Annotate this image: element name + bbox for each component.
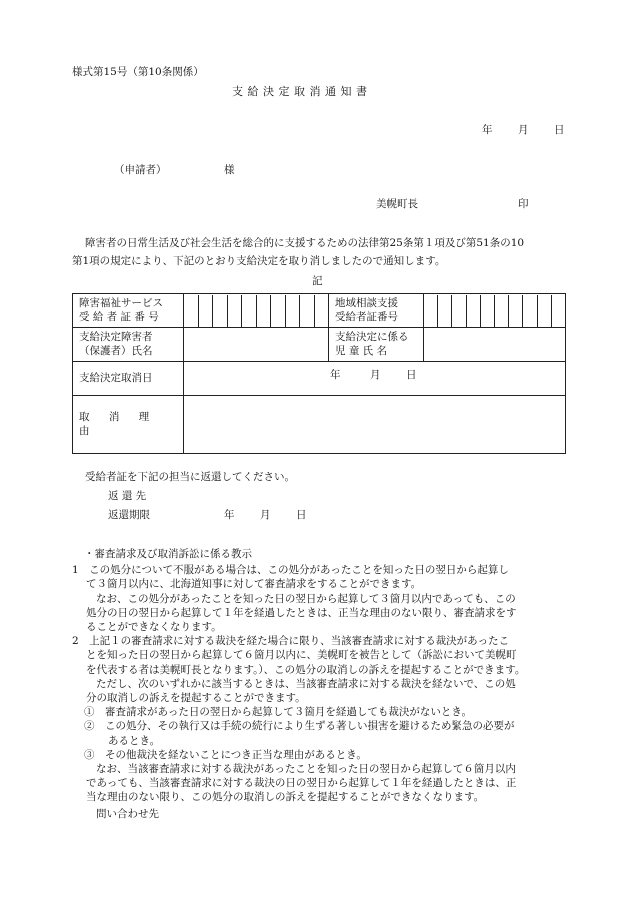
notice-tail-line-2: であっても、当該審査請求に対する裁決の日の翌日から起算して１年を経過したときは、正 bbox=[86, 777, 517, 790]
reason-label: 取 消 理 由 bbox=[73, 396, 184, 454]
cancel-date-label: 支給決定取消日 bbox=[73, 362, 184, 396]
consult-label-line2: 受給者証番号 bbox=[335, 310, 398, 323]
date-day: 日 bbox=[554, 124, 565, 136]
consult-number-label bbox=[329, 294, 424, 328]
child-label-line1: 支給決定に係る bbox=[335, 331, 409, 344]
date-month: 月 bbox=[518, 124, 529, 136]
notice-1-line-2: て３箇月以内に、北海道知事に対して審査請求をすることができます。 bbox=[86, 578, 422, 591]
notice-2-line-1: 2 上記１の審査請求に対する裁決を経た場合に限り、当該審査請求に対する裁決があったこ bbox=[72, 635, 510, 648]
return-deadline-year: 年 bbox=[224, 509, 235, 521]
notice-heading: ・審査請求及び取消訴訟に係る教示 bbox=[84, 548, 252, 560]
notice-item-2-line-1: ② この処分、その執行又は手続の続行により生ずる著しい損害を避けるため緊急の必要が bbox=[84, 720, 515, 733]
child-label-line2: 児 童 氏 名 bbox=[335, 344, 388, 357]
date-year: 年 bbox=[482, 124, 493, 136]
return-deadline-day: 日 bbox=[296, 509, 307, 521]
contact-label: 問い合わせ先 bbox=[96, 808, 159, 820]
person-label-line1: 支給決定障害者 bbox=[79, 331, 153, 344]
return-deadline-month: 月 bbox=[260, 509, 271, 521]
welfare-number-label bbox=[73, 294, 184, 328]
notice-2-line-3: を代表する者は美幌町長となります。）、この処分の取消しの訴えを提起することができます。 bbox=[86, 663, 526, 676]
return-deadline-label: 返還期限 bbox=[108, 509, 150, 521]
cancel-day: 日 bbox=[406, 368, 417, 381]
notice-1-line-5: ることができなくなります。 bbox=[86, 621, 222, 634]
applicant-label: （申請者） bbox=[114, 164, 167, 176]
consult-number-cells[interactable] bbox=[424, 294, 566, 328]
notice-item-2-line-2: あるとき。 bbox=[108, 734, 161, 747]
return-instruction: 受給者証を下記の担当に返還してください。 bbox=[85, 471, 295, 483]
child-name-field[interactable] bbox=[424, 328, 566, 362]
cancel-year: 年 bbox=[330, 368, 341, 381]
honorific: 様 bbox=[224, 164, 235, 176]
issuer-name: 美幌町長 bbox=[376, 198, 418, 210]
cancel-month: 月 bbox=[370, 368, 381, 381]
notice-item-3: ③ その他裁決を経ないことにつき正当な理由があるとき。 bbox=[84, 748, 367, 761]
notice-2-line-5: 分の取消しの訴えを提起することができます。 bbox=[86, 692, 306, 705]
child-name-label bbox=[329, 328, 424, 362]
welfare-number-cells[interactable] bbox=[184, 294, 329, 328]
return-destination-label: 返 還 先 bbox=[108, 490, 147, 502]
notice-item-1: ① 審査請求があった日の翌日から起算して３箇月を経過しても裁決がないとき。 bbox=[84, 706, 472, 719]
seal-mark: 印 bbox=[518, 198, 529, 210]
person-name-label bbox=[73, 328, 184, 362]
ki-label: 記 bbox=[312, 275, 323, 287]
notice-1-line-1: 1 この処分について不服がある場合は、この処分があったことを知った日の翌日から起算し bbox=[72, 564, 509, 577]
intro-line-2: 第1項の規定により、下記のとおり支給決定を取り消しましたので通知します。 bbox=[72, 255, 446, 267]
notice-tail-line-3: 当な理由のない限り、この処分の取消しの訴えを提起することができなくなります。 bbox=[86, 791, 485, 804]
notice-section bbox=[72, 547, 568, 805]
notice-1-line-4: 処分の日の翌日から起算して１年を経過したときは、正当な理由のない限り、審査請求をす bbox=[86, 606, 517, 619]
intro-line-1: 障害者の日常生活及び社会生活を総合的に支援するための法律第25条第１項及び第51条の10 bbox=[85, 237, 525, 249]
notice-2-line-4: ただし、次のいずれかに該当するときは、当該審査請求に対する裁決を経ないで、この処 bbox=[96, 677, 516, 690]
welfare-label-line1: 障害福祉サービス bbox=[79, 297, 163, 310]
form-number: 様式第15号（第10条関係） bbox=[72, 66, 204, 78]
page-title: 支給決定取消通知書 bbox=[232, 85, 372, 98]
notice-1-line-3: なお、この処分があったことを知った日の翌日から起算して３箇月以内であっても、この bbox=[96, 592, 516, 605]
reason-field[interactable] bbox=[184, 396, 566, 454]
person-label-line2: （保護者）氏名 bbox=[79, 344, 153, 357]
consult-label-line1: 地域相談支援 bbox=[335, 297, 398, 310]
notice-tail-line-1: なお、当該審査請求に対する裁決があったことを知った日の翌日から起算して６箇月以内 bbox=[96, 763, 516, 776]
person-name-field[interactable] bbox=[184, 328, 329, 362]
decision-table bbox=[72, 293, 566, 454]
cancel-date-field[interactable] bbox=[184, 362, 566, 396]
welfare-label-line2: 受 給 者 証 番 号 bbox=[79, 310, 159, 323]
notice-2-line-2: とを知った日の翌日から起算して６箇月以内に、美幌町を被告として（訴訟において美幌町 bbox=[86, 649, 517, 662]
